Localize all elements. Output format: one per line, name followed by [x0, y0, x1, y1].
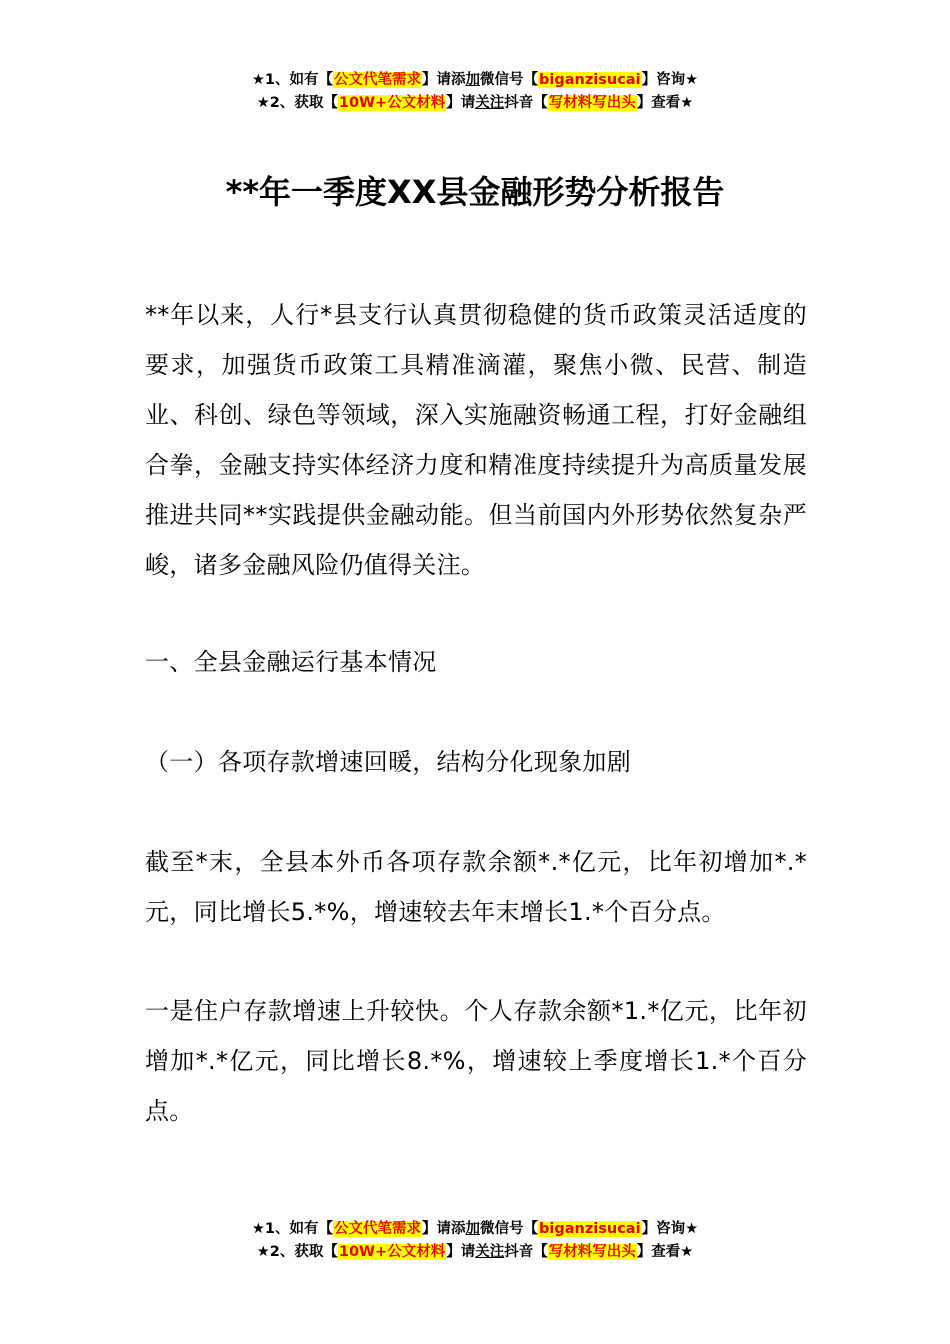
banner-underline: 关注	[475, 1244, 505, 1260]
banner-highlight: 写材料写出头	[548, 95, 636, 111]
banner-underline: 加	[465, 72, 481, 88]
deposit-paragraph: 截至*末，全县本外币各项存款余额*.*亿元，比年初增加*.*元，同比增长5.*%，增速较去年末增长1.*个百分点。	[145, 848, 807, 926]
banner-text: 】查看★	[636, 1244, 694, 1260]
banner-line-1	[0, 1218, 950, 1241]
banner-highlight: 公文代笔需求	[334, 1221, 422, 1237]
banner-text: ★1、如有【	[251, 1221, 334, 1237]
banner-text: ★1、如有【	[251, 72, 334, 88]
banner-text: ★2、获取【	[256, 1244, 338, 1260]
banner-highlight: 10W+公文材料	[338, 95, 446, 111]
section-heading: 一、全县金融运行基本情况	[145, 648, 437, 676]
banner-line-1	[0, 69, 950, 92]
banner-line-2	[0, 92, 950, 115]
banner-line-2	[0, 1241, 950, 1264]
banner-highlight: 公文代笔需求	[334, 72, 422, 88]
banner-text: 】请添	[422, 1221, 466, 1237]
banner-text: ★2、获取【	[256, 95, 338, 111]
banner-text: 】查看★	[636, 95, 694, 111]
banner-text: 】请	[446, 1244, 476, 1260]
banner-underline: 加	[465, 1221, 481, 1237]
banner-text: 抖音【	[504, 95, 548, 111]
banner-text: 】请添	[422, 72, 466, 88]
banner-text: 微信号【	[480, 1221, 539, 1237]
header-banner	[0, 69, 950, 115]
banner-highlight: 10W+公文材料	[338, 1244, 446, 1260]
banner-text: 】咨询★	[641, 1221, 699, 1237]
banner-text: 】咨询★	[641, 72, 699, 88]
intro-paragraph: **年以来，人行*县支行认真贯彻稳健的货币政策灵活适度的要求，加强货币政策工具精准滴灌，聚焦小微、民营、制造业、科创、绿色等领域，深入实施融资畅通工程，打好金融组合拳，金融支持实体经济力度和精准度持续提升为高质量发展推进共同**实践提供金融动能。但当前国内外形势依然复杂严峻，诸多金融风险仍值得关注。	[145, 301, 807, 579]
banner-highlight: 写材料写出头	[548, 1244, 636, 1260]
banner-text: 微信号【	[480, 72, 539, 88]
banner-highlight: biganzisucai	[539, 1221, 641, 1237]
banner-text: 】请	[446, 95, 476, 111]
banner-text: 抖音【	[504, 1244, 548, 1260]
banner-highlight: biganzisucai	[539, 72, 641, 88]
document-title: **年一季度XX县金融形势分析报告	[225, 173, 725, 212]
banner-underline: 关注	[475, 95, 505, 111]
household-deposit-paragraph: 一是住户存款增速上升较快。个人存款余额*1.*亿元，比年初增加*.*亿元，同比增长8.*%，增速较上季度增长1.*个百分点。	[145, 997, 807, 1125]
footer-banner	[0, 1218, 950, 1264]
subsection-heading: （一）各项存款增速回暖，结构分化现象加剧	[145, 748, 631, 776]
